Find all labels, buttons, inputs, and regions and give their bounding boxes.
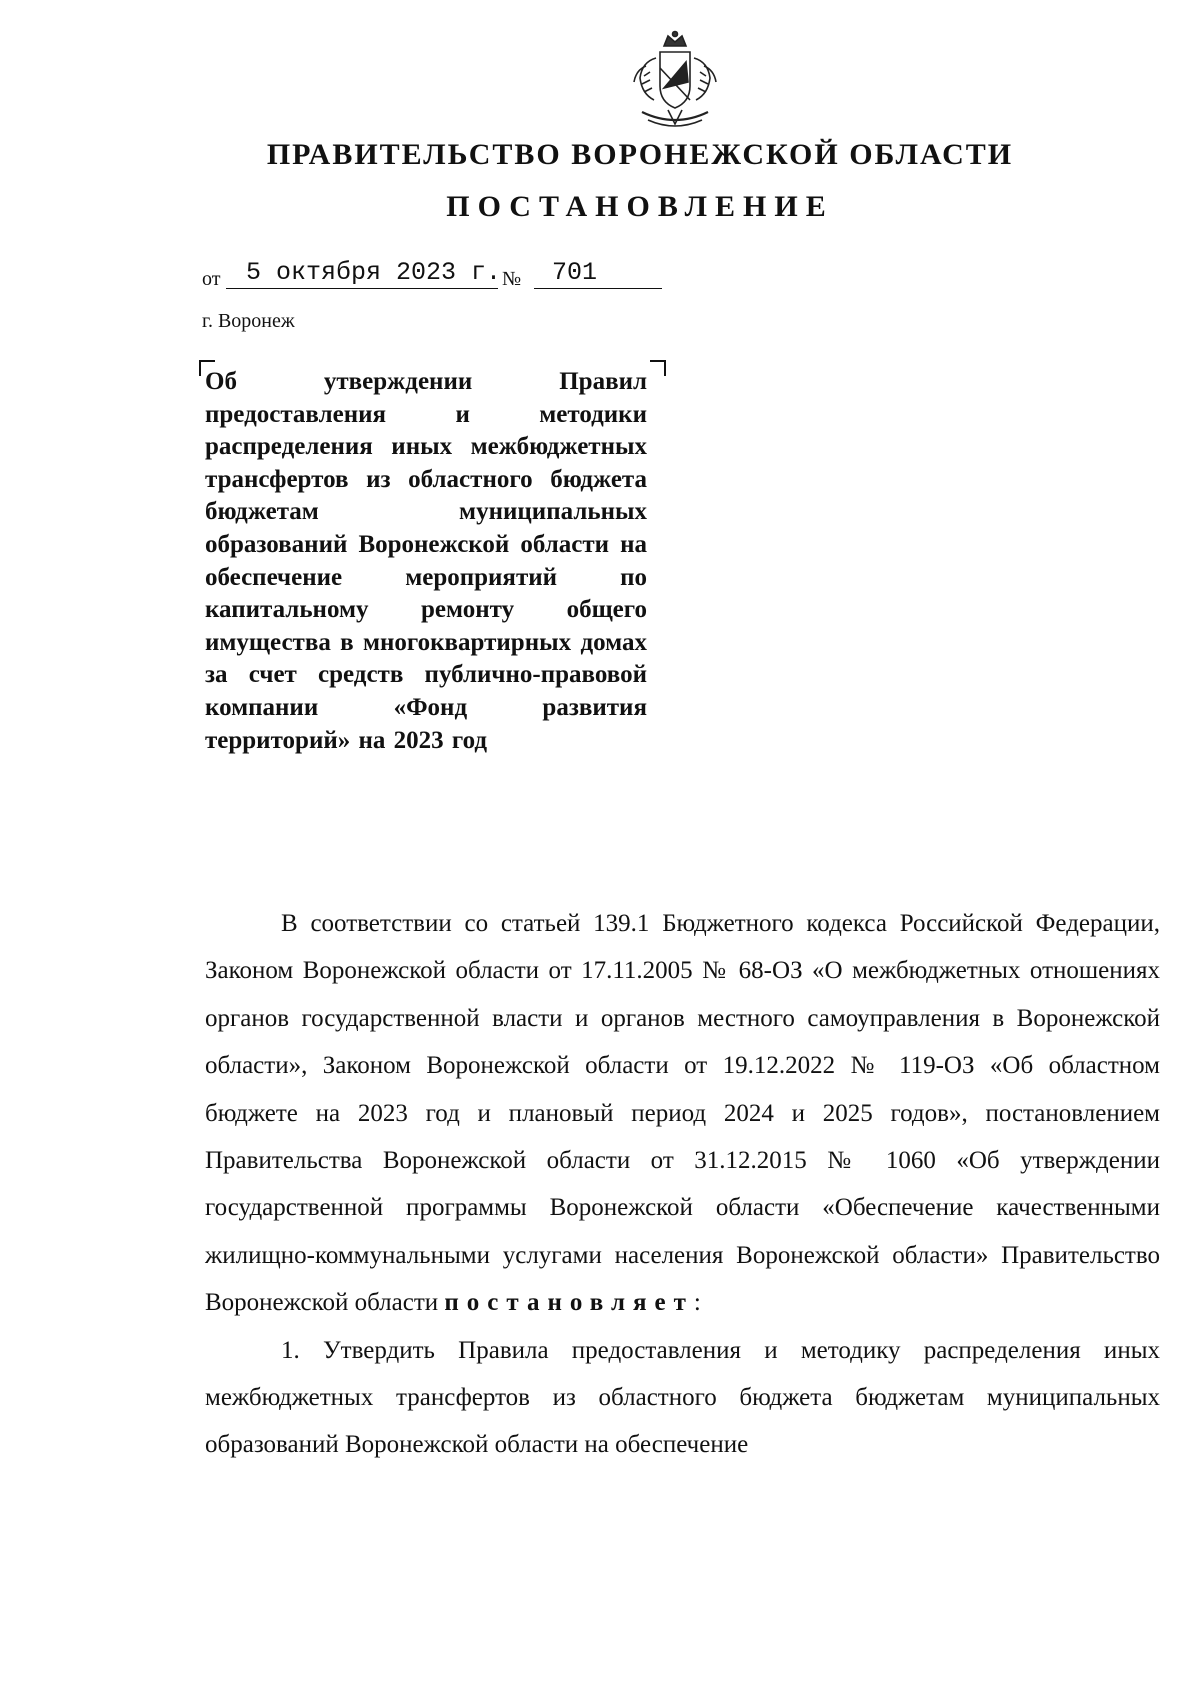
date-underline — [226, 288, 498, 289]
organization-title: ПРАВИТЕЛЬСТВО ВОРОНЕЖСКОЙ ОБЛАСТИ — [266, 138, 1014, 171]
number-prefix: № — [502, 268, 522, 290]
document-date: 5 октября 2023 г. — [246, 258, 502, 287]
document-number: 701 — [552, 258, 598, 287]
subject-corner-right — [650, 360, 666, 376]
preamble-text: В соответствии со статьей 139.1 Бюджетного кодекса Российской Федерации, Законом Воронежской области от 17.11.2005 № 68-ОЗ «О межбюджетных отношениях органов государственной власти и органов местного самоуправления в Воронежской области», Законом Воронежской области от 19.12.2022 № 119-ОЗ «Об областном бюджете на 2023 год и плановый период 2024 и 2025 годов», постановлением Правительства Воронежской области от 31.12.2015 № 1060 «Об утверждении государственной программы Воронежской области «Обеспечение качественными жилищно-коммунальными услугами населения Воронежской области» Правительство Воронежской области — [205, 910, 1160, 1317]
decree-punctuation: : — [693, 1289, 701, 1317]
city: г. Воронеж — [202, 310, 295, 332]
document-type: ПОСТАНОВЛЕНИЕ — [446, 190, 834, 223]
number-underline — [534, 288, 662, 289]
document-body — [205, 900, 1160, 1469]
date-number-line — [202, 258, 662, 292]
document-subject: Об утверждении Правил предоставления и методики распределения иных межбюджетных трансфертов из областного бюджета бюджетам муниципальных образований Воронежской области на обеспечение мероприятий по капитальному ремонту общего имущества в многоквартирных домах за счет средств публично-правовой компании «Фонд развития территорий» на 2023 год — [205, 368, 647, 754]
item-1-paragraph: 1. Утвердить Правила предоставления и методику распределения иных межбюджетных трансфертов из областного бюджета бюджетам муниципальных образований Воронежской области на обеспечение — [205, 1336, 1160, 1459]
preamble-paragraph — [205, 900, 1160, 1327]
date-prefix: от — [202, 268, 221, 290]
coat-of-arms-icon — [620, 28, 730, 138]
decree-word: постановляет — [444, 1289, 694, 1317]
